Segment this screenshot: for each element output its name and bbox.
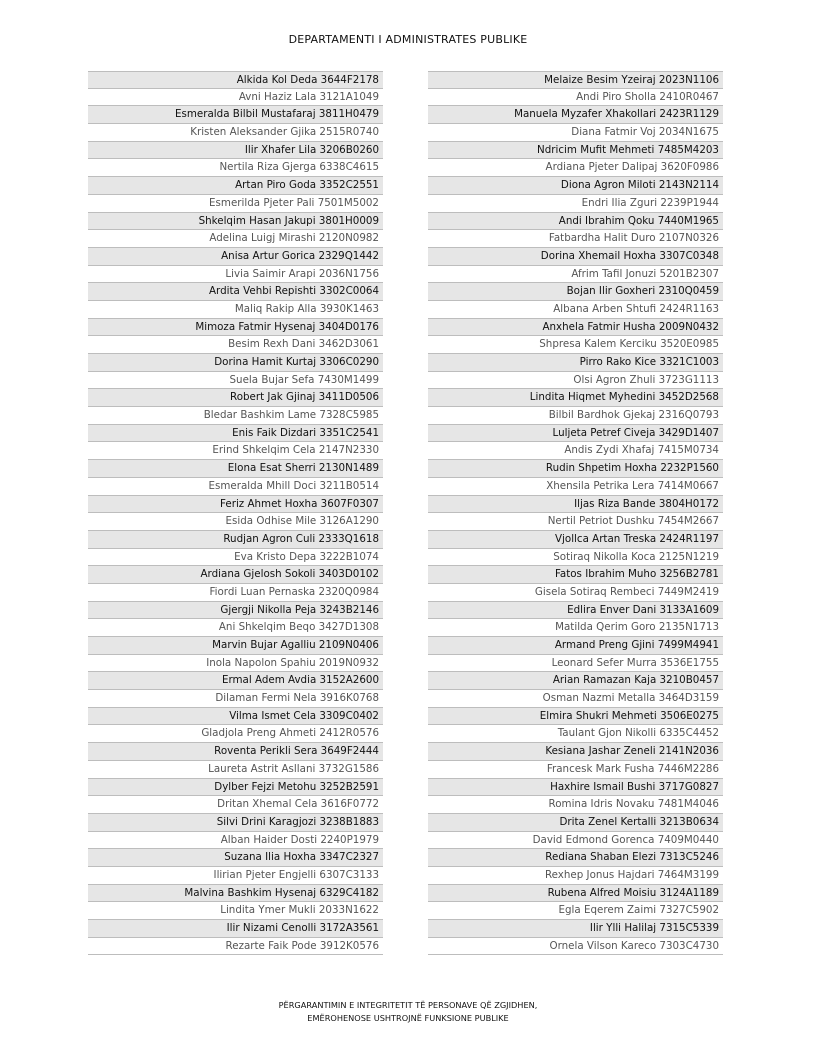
list-item: Alban Haider Dosti 2240P1979 [88,832,383,850]
list-item: Shpresa Kalem Kerciku 3520E0985 [428,336,723,354]
list-item: Luljeta Petref Civeja 3429D1407 [428,425,723,443]
list-item: Andi Piro Sholla 2410R0467 [428,89,723,107]
list-item: Rubena Alfred Moisiu 3124A1189 [428,885,723,903]
list-item: Diona Agron Miloti 2143N2114 [428,177,723,195]
list-item: Adelina Luigj Mirashi 2120N0982 [88,230,383,248]
list-item: Gjergji Nikolla Peja 3243B2146 [88,602,383,620]
list-item: Esmeralda Mhill Doci 3211B0514 [88,478,383,496]
list-item: Haxhire Ismail Bushi 3717G0827 [428,779,723,797]
list-item: Pirro Rako Kice 3321C1003 [428,354,723,372]
list-item: Diana Fatmir Voj 2034N1675 [428,124,723,142]
list-item: Rudin Shpetim Hoxha 2232P1560 [428,460,723,478]
list-item: Marvin Bujar Agalliu 2109N0406 [88,637,383,655]
list-item: Manuela Myzafer Xhakollari 2423R1129 [428,106,723,124]
list-item: Edlira Enver Dani 3133A1609 [428,602,723,620]
list-item: Dorina Hamit Kurtaj 3306C0290 [88,354,383,372]
list-item: Ornela Vilson Kareco 7303C4730 [428,938,723,956]
list-item: Esida Odhise Mile 3126A1290 [88,513,383,531]
list-item: Enis Faik Dizdari 3351C2541 [88,425,383,443]
right-name-list [428,71,723,955]
list-item: Ani Shkelqim Beqo 3427D1308 [88,619,383,637]
list-item: Shkelqim Hasan Jakupi 3801H0009 [88,213,383,231]
list-item: Romina Idris Novaku 7481M4046 [428,796,723,814]
page-title: DEPARTAMENTI I ADMINISTRATES PUBLIKE [288,33,528,46]
list-item: Ardiana Gjelosh Sokoli 3403D0102 [88,566,383,584]
list-item: Olsi Agron Zhuli 3723G1113 [428,372,723,390]
list-item: Arian Ramazan Kaja 3210B0457 [428,672,723,690]
list-item: Melaize Besim Yzeiraj 2023N1106 [428,71,723,89]
list-item: Endri Ilia Zguri 2239P1944 [428,195,723,213]
list-item: Mimoza Fatmir Hysenaj 3404D0176 [88,319,383,337]
list-item: Xhensila Petrika Lera 7414M0667 [428,478,723,496]
list-item: Bledar Bashkim Lame 7328C5985 [88,407,383,425]
list-item: Kesiana Jashar Zeneli 2141N2036 [428,743,723,761]
list-item: Armand Preng Gjini 7499M4941 [428,637,723,655]
list-item: Malvina Bashkim Hysenaj 6329C4182 [88,885,383,903]
page-footer [0,999,816,1025]
list-item: Feriz Ahmet Hoxha 3607F0307 [88,496,383,514]
list-item: Inola Napolon Spahiu 2019N0932 [88,655,383,673]
list-item: Erind Shkelqim Cela 2147N2330 [88,442,383,460]
list-item: Fiordi Luan Pernaska 2320Q0984 [88,584,383,602]
list-item: Vjollca Artan Treska 2424R1197 [428,531,723,549]
list-item: Rexhep Jonus Hajdari 7464M3199 [428,867,723,885]
list-item: Eva Kristo Depa 3222B1074 [88,549,383,567]
list-item: Elmira Shukri Mehmeti 3506E0275 [428,708,723,726]
list-item: Bojan Ilir Goxheri 2310Q0459 [428,283,723,301]
list-item: Albana Arben Shtufi 2424R1163 [428,301,723,319]
list-item: Nertila Riza Gjerga 6338C4615 [88,159,383,177]
list-item: Ilir Nizami Cenolli 3172A3561 [88,920,383,938]
list-item: Ardita Vehbi Repishti 3302C0064 [88,283,383,301]
list-item: Alkida Kol Deda 3644F2178 [88,71,383,89]
list-item: Anisa Artur Gorica 2329Q1442 [88,248,383,266]
list-item: Rudjan Agron Culi 2333Q1618 [88,531,383,549]
list-item: Artan Piro Goda 3352C2551 [88,177,383,195]
list-item: Dylber Fejzi Metohu 3252B2591 [88,779,383,797]
list-item: Besim Rexh Dani 3462D3061 [88,336,383,354]
list-item: Gisela Sotiraq Rembeci 7449M2419 [428,584,723,602]
list-item: Maliq Rakip Alla 3930K1463 [88,301,383,319]
list-item: Francesk Mark Fusha 7446M2286 [428,761,723,779]
list-item: Iljas Riza Bande 3804H0172 [428,496,723,514]
list-item: Bilbil Bardhok Gjekaj 2316Q0793 [428,407,723,425]
list-item: Roventa Perikli Sera 3649F2444 [88,743,383,761]
list-item: Drita Zenel Kertalli 3213B0634 [428,814,723,832]
list-item: David Edmond Gorenca 7409M0440 [428,832,723,850]
list-item: Ardiana Pjeter Dalipaj 3620F0986 [428,159,723,177]
list-item: Gladjola Preng Ahmeti 2412R0576 [88,725,383,743]
list-item: Elona Esat Sherri 2130N1489 [88,460,383,478]
list-item: Andi Ibrahim Qoku 7440M1965 [428,213,723,231]
list-item: Rediana Shaban Elezi 7313C5246 [428,849,723,867]
list-item: Silvi Drini Karagjozi 3238B1883 [88,814,383,832]
list-item: Egla Eqerem Zaimi 7327C5902 [428,902,723,920]
list-item: Suzana Ilia Hoxha 3347C2327 [88,849,383,867]
list-item: Fatos Ibrahim Muho 3256B2781 [428,566,723,584]
list-item: Ermal Adem Avdia 3152A2600 [88,672,383,690]
list-item: Leonard Sefer Murra 3536E1755 [428,655,723,673]
list-item: Suela Bujar Sefa 7430M1499 [88,372,383,390]
list-item: Dritan Xhemal Cela 3616F0772 [88,796,383,814]
list-item: Avni Haziz Lala 3121A1049 [88,89,383,107]
list-item: Andis Zydi Xhafaj 7415M0734 [428,442,723,460]
left-name-list [88,71,383,955]
list-item: Dilaman Fermi Nela 3916K0768 [88,690,383,708]
list-item: Esmeralda Bilbil Mustafaraj 3811H0479 [88,106,383,124]
list-item: Fatbardha Halit Duro 2107N0326 [428,230,723,248]
list-item: Dorina Xhemail Hoxha 3307C0348 [428,248,723,266]
list-item: Sotiraq Nikolla Koca 2125N1219 [428,549,723,567]
list-item: Lindita Hiqmet Myhedini 3452D2568 [428,389,723,407]
list-item: Afrim Tafil Jonuzi 5201B2307 [428,266,723,284]
list-item: Laureta Astrit Asllani 3732G1586 [88,761,383,779]
list-item: Vilma Ismet Cela 3309C0402 [88,708,383,726]
list-item: Anxhela Fatmir Husha 2009N0432 [428,319,723,337]
list-item: Osman Nazmi Metalla 3464D3159 [428,690,723,708]
list-item: Robert Jak Gjinaj 3411D0506 [88,389,383,407]
list-item: Taulant Gjon Nikolli 6335C4452 [428,725,723,743]
list-item: Ilir Ylli Halilaj 7315C5339 [428,920,723,938]
list-item: Esmerilda Pjeter Pali 7501M5002 [88,195,383,213]
list-item: Nertil Petriot Dushku 7454M2667 [428,513,723,531]
list-item: Ilirian Pjeter Engjelli 6307C3133 [88,867,383,885]
list-item: Rezarte Faik Pode 3912K0576 [88,938,383,956]
footer-line-2: EMËROHENOSE USHTROJNË FUNKSIONE PUBLIKE [307,1013,509,1023]
list-item: Kristen Aleksander Gjika 2515R0740 [88,124,383,142]
list-item: Matilda Qerim Goro 2135N1713 [428,619,723,637]
list-item: Livia Saimir Arapi 2036N1756 [88,266,383,284]
list-item: Ilir Xhafer Lila 3206B0260 [88,142,383,160]
list-item: Lindita Ymer Mukli 2033N1622 [88,902,383,920]
footer-line-1: PËRGARANTIMIN E INTEGRITETIT TË PERSONAVE QË ZGJIDHEN, [278,1000,538,1010]
list-item: Ndricim Mufit Mehmeti 7485M4203 [428,142,723,160]
